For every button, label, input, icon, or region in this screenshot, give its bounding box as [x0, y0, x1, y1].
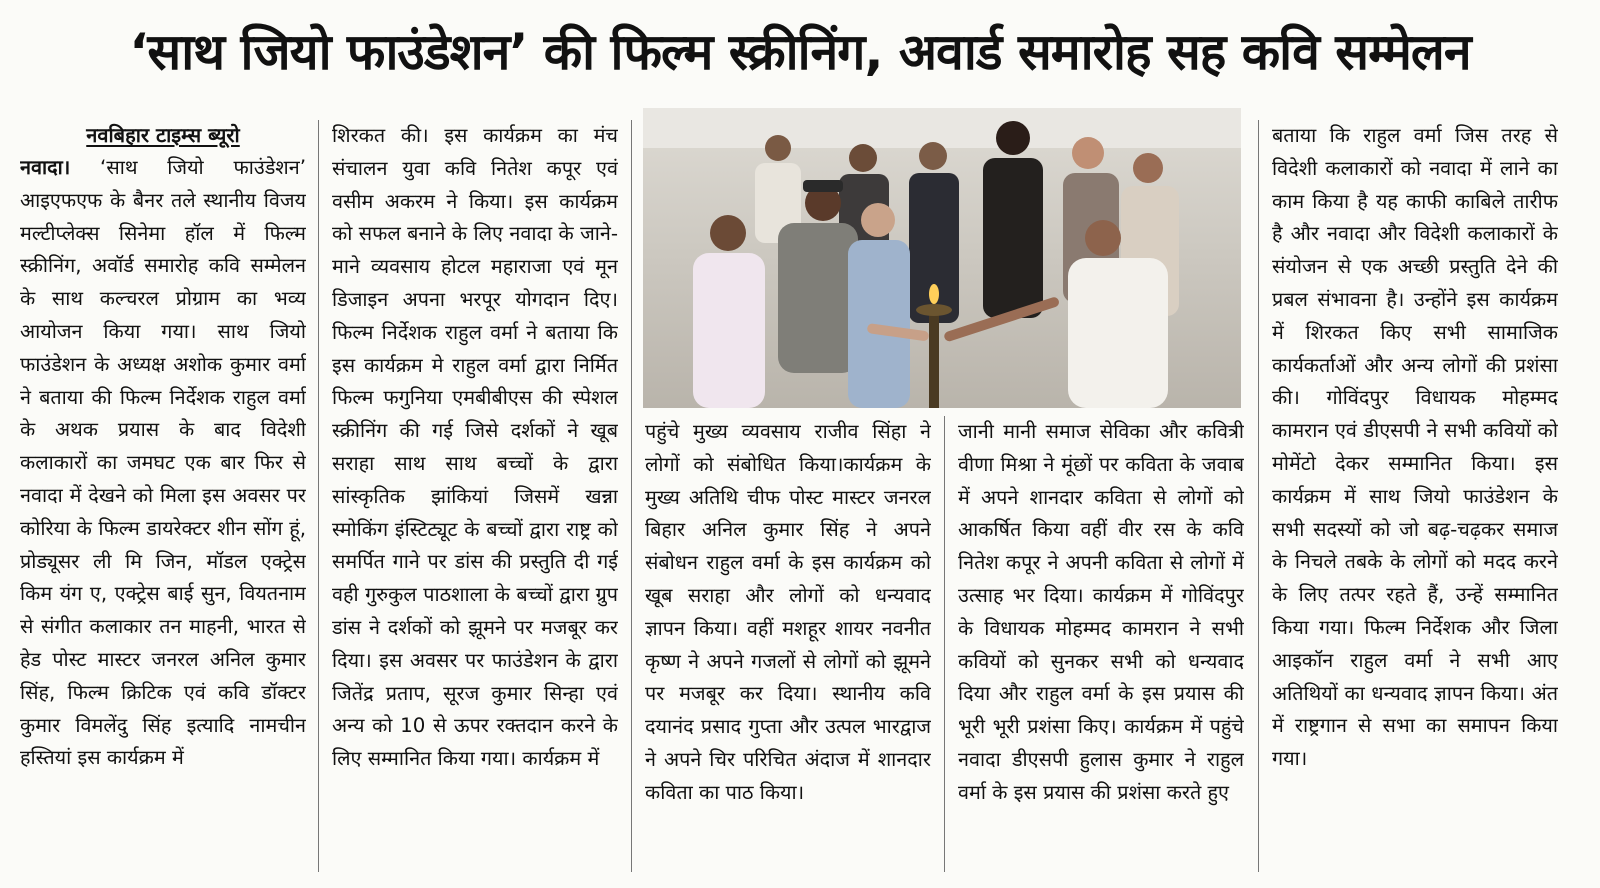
news-photo: [643, 108, 1241, 408]
column-2-text: शिरकत की। इस कार्यक्रम का मंच संचालन युवा कवि नितेश कपूर एवं वसीम अकरम ने किया। इस कार्यक्रम को सफल बनाने के लिए नवादा के जाने-माने व्यवसाय होटल महाराजा एवं मून डिजाइन अपना भरपूर योगदान दिए। फिल्म निर्देशक राहुल वर्मा ने बताया कि इस कार्यक्रम मे राहुल वर्मा द्वारा निर्मित फिल्म फगुनिया एमबीबीएस की स्पेशल स्क्रीनिंग की गई जिसे दर्शकों ने खूब सराहा साथ साथ बच्चों के द्वारा सांस्कृतिक झांकियां जिसमें खन्ना स्मोकिंग इंस्टिट्यूट के बच्चों द्वारा राष्ट्र को समर्पित गाने पर डांस की प्रस्तुति दी गई वही गुरुकुल पाठशाला के बच्चों द्वारा ग्रुप डांस ने दर्शकों को झूमने पर मजबूर कर दिया। इस अवसर पर फाउंडेशन के द्वारा जितेंद्र प्रताप, सूरज कुमार सिन्हा एवं अन्य को 10 से ऊपर रक्तदान करने के लिए सम्मानित किया गया। कार्यक्रम में: [332, 124, 618, 771]
article-column-5: [1272, 120, 1558, 872]
dateline: नवादा।: [20, 156, 71, 179]
column-5-text: बताया कि राहुल वर्मा जिस तरह से विदेशी कलाकारों को नवादा में लाने का काम किया है यह काफी काबिले तारीफ है और नवादा और विदेशी कलाकारों के संयोजन से एक अच्छी प्रस्तुति देने की प्रबल संभावना है। उन्होंने इस कार्यक्रम में शिरकत किए सभी सामाजिक कार्यकर्ताओं और अन्य लोगों की प्रशंसा की। गोविंदपुर विधायक मोहम्मद कामरान एवं डीएसपी ने सभी कवियों को मोमेंटो देकर सम्मानित किया। इस कार्यक्रम में साथ जियो फाउंडेशन के सभी सदस्यों को जो बढ़-चढ़कर समाज के निचले तबके के लोगों को मदद करने के लिए तत्पर रहते हैं, उन्हें सम्मानित किया गया। फिल्म निर्देशक और जिला आइकॉन राहुल वर्मा ने सभी आए अतिथियों का धन्यवाद ज्ञापन किया। अंत में राष्ट्रगान से सभा का समापन किया गया।: [1272, 124, 1558, 771]
column-4-text: जानी मानी समाज सेविका और कवित्री वीणा मिश्रा ने मूंछों पर कविता के जवाब में अपने शानदार कविता से लोगों को आकर्षित किया वहीं वीर रस के कवि नितेश कपूर ने अपनी कविता से लोगों में उत्साह भर दिया। कार्यक्रम में गोविंदपुर के विधायक मोहम्मद कामरान ने सभी कवियों को सुनकर सभी को धन्यवाद दिया और राहुल वर्मा के इस प्रयास की भूरी भूरी प्रशंसा किए। कार्यक्रम में पहुंचे नवादा डीएसपी हुलास कुमार ने राहुल वर्मा के इस प्रयास की प्रशंसा करते हुए: [958, 420, 1244, 804]
lamp-lighting-photo-illustration: [643, 108, 1241, 408]
article-column-2: [332, 120, 618, 872]
column-divider: [1258, 120, 1259, 872]
headline: ‘साथ जियो फाउंडेशन’ की फिल्म स्क्रीनिंग, अवार्ड समारोह सह कवि सम्मेलन: [129, 23, 1471, 81]
article-column-4: [958, 416, 1244, 872]
column-divider: [631, 120, 632, 872]
article-column-3: [645, 416, 931, 872]
article-column-1: [20, 120, 306, 872]
column-divider: [944, 416, 945, 872]
column-1-body: ‘साथ जियो फाउंडेशन’ आइएफएफ के बैनर तले स्थानीय विजय मल्टीप्लेक्स सिनेमा हॉल में फिल्म स्क्रीनिंग, अवॉर्ड समारोह कवि सम्मेलन के साथ कल्चरल प्रोग्राम का भव्य आयोजन किया गया। साथ जियो फाउंडेशन के अध्यक्ष अशोक कुमार वर्मा ने बताया की फिल्म निर्देशक राहुल वर्मा के अथक प्रयास के बाद विदेशी कलाकारों का जमघट एक बार फिर से नवादा में देखने को मिला इस अवसर पर कोरिया के फिल्म डायरेक्टर शीन सोंग हूं, प्रोड्यूसर ली मि जिन, मॉडल एक्ट्रेस किम यंग ए, एक्ट्रेस बाई सुन, वियतनाम से संगीत कलाकार तन माहनी, भारत से हेड पोस्ट मास्टर जनरल अनिल कुमार सिंह, फिल्म क्रिटिक एवं कवि डॉक्टर कुमार विमलेंदु सिंह इत्यादि नामचीन हस्तियां इस कार्यक्रम में: [20, 156, 306, 770]
column-divider: [318, 120, 319, 872]
column-1-text: [20, 152, 306, 775]
column-3-text: पहुंचे मुख्य व्यवसाय राजीव सिंहा ने लोगों को संबोधित किया।कार्यक्रम के मुख्य अतिथि चीफ पोस्ट मास्टर जनरल बिहार अनिल कुमार सिंह ने अपने संबोधन राहुल वर्मा के इस कार्यक्रम को खूब सराहा और लोगों को धन्यवाद ज्ञापन किया। वहीं मशहूर शायर नवनीत कृष्ण ने अपने गजलों से लोगों को झूमने पर मजबूर कर दिया। स्थानीय कवि दयानंद प्रसाद गुप्ता और उत्पल भारद्वाज ने अपने चिर परिचित अंदाज में शानदार कविता का पाठ किया।: [645, 420, 931, 804]
byline: नवबिहार टाइम्स ब्यूरो: [86, 123, 240, 147]
